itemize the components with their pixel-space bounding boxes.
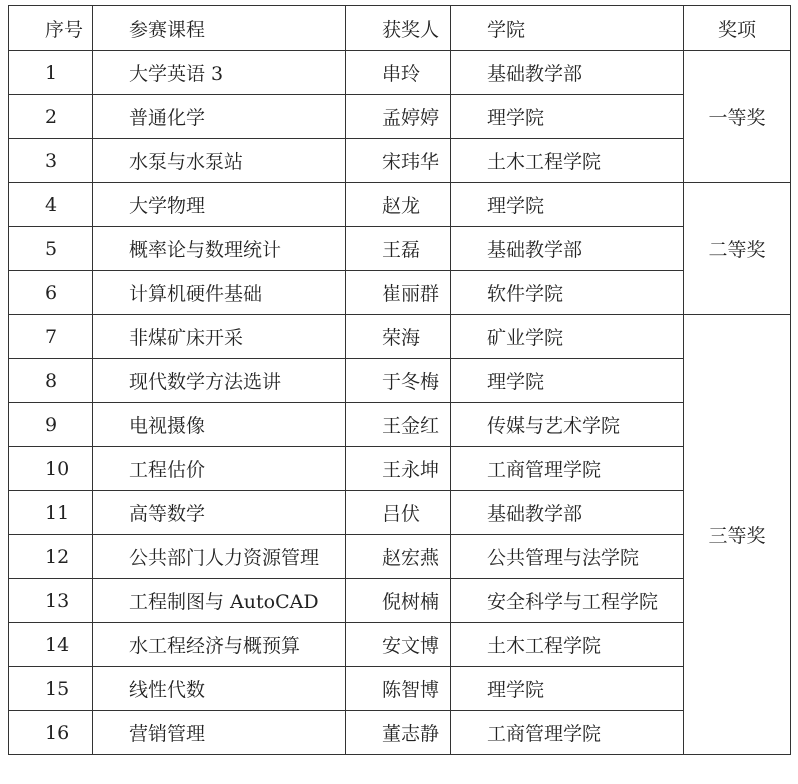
header-row	[9, 6, 791, 51]
cell-course: 概率论与数理统计	[93, 227, 346, 271]
cell-index: 11	[9, 491, 93, 535]
cell-course: 现代数学方法选讲	[93, 359, 346, 403]
table-row	[9, 95, 791, 139]
cell-winner: 崔丽群	[346, 271, 451, 315]
cell-winner: 吕伏	[346, 491, 451, 535]
header-course: 参赛课程	[93, 6, 346, 51]
cell-college: 理学院	[451, 667, 684, 711]
header-award: 奖项	[684, 6, 791, 51]
table-row	[9, 51, 791, 95]
cell-index: 14	[9, 623, 93, 667]
cell-index: 2	[9, 95, 93, 139]
cell-course: 普通化学	[93, 95, 346, 139]
table-row	[9, 183, 791, 227]
cell-winner: 王金红	[346, 403, 451, 447]
cell-winner: 宋玮华	[346, 139, 451, 183]
header-college: 学院	[451, 6, 684, 51]
cell-college: 土木工程学院	[451, 139, 684, 183]
cell-course: 大学物理	[93, 183, 346, 227]
cell-winner: 倪树楠	[346, 579, 451, 623]
cell-course: 水工程经济与概预算	[93, 623, 346, 667]
cell-winner: 陈智博	[346, 667, 451, 711]
header-winner: 获奖人	[346, 6, 451, 51]
table-row	[9, 711, 791, 755]
cell-winner: 荣海	[346, 315, 451, 359]
cell-index: 5	[9, 227, 93, 271]
cell-college: 基础教学部	[451, 227, 684, 271]
cell-college: 传媒与艺术学院	[451, 403, 684, 447]
cell-index: 10	[9, 447, 93, 491]
cell-award-second: 二等奖	[684, 183, 791, 315]
cell-course: 电视摄像	[93, 403, 346, 447]
cell-winner: 赵宏燕	[346, 535, 451, 579]
table-row	[9, 139, 791, 183]
cell-college: 基础教学部	[451, 491, 684, 535]
table-row	[9, 315, 791, 359]
cell-winner: 王永坤	[346, 447, 451, 491]
table-row	[9, 579, 791, 623]
cell-course: 营销管理	[93, 711, 346, 755]
table-row	[9, 403, 791, 447]
cell-course: 非煤矿床开采	[93, 315, 346, 359]
cell-college: 软件学院	[451, 271, 684, 315]
cell-course: 水泵与水泵站	[93, 139, 346, 183]
cell-college: 理学院	[451, 183, 684, 227]
cell-college: 工商管理学院	[451, 711, 684, 755]
header-index: 序号	[9, 6, 93, 51]
cell-college: 理学院	[451, 359, 684, 403]
cell-index: 7	[9, 315, 93, 359]
cell-index: 4	[9, 183, 93, 227]
table-row	[9, 491, 791, 535]
cell-winner: 串玲	[346, 51, 451, 95]
cell-index: 6	[9, 271, 93, 315]
cell-college: 理学院	[451, 95, 684, 139]
cell-index: 9	[9, 403, 93, 447]
table-row	[9, 447, 791, 491]
cell-college: 土木工程学院	[451, 623, 684, 667]
table-row	[9, 535, 791, 579]
table-row	[9, 667, 791, 711]
cell-course: 公共部门人力资源管理	[93, 535, 346, 579]
table-row	[9, 359, 791, 403]
awards-table	[8, 5, 791, 755]
cell-course: 计算机硬件基础	[93, 271, 346, 315]
cell-college: 工商管理学院	[451, 447, 684, 491]
cell-award-first: 一等奖	[684, 51, 791, 183]
cell-index: 15	[9, 667, 93, 711]
cell-college: 安全科学与工程学院	[451, 579, 684, 623]
cell-college: 公共管理与法学院	[451, 535, 684, 579]
cell-award-third: 三等奖	[684, 315, 791, 755]
cell-index: 16	[9, 711, 93, 755]
cell-index: 12	[9, 535, 93, 579]
cell-index: 13	[9, 579, 93, 623]
cell-winner: 安文博	[346, 623, 451, 667]
table-row	[9, 623, 791, 667]
cell-course: 线性代数	[93, 667, 346, 711]
cell-winner: 王磊	[346, 227, 451, 271]
table-row	[9, 227, 791, 271]
cell-index: 1	[9, 51, 93, 95]
table-row	[9, 271, 791, 315]
cell-index: 8	[9, 359, 93, 403]
cell-course: 大学英语 3	[93, 51, 346, 95]
cell-winner: 董志静	[346, 711, 451, 755]
cell-college: 基础教学部	[451, 51, 684, 95]
cell-index: 3	[9, 139, 93, 183]
cell-winner: 赵龙	[346, 183, 451, 227]
cell-winner: 孟婷婷	[346, 95, 451, 139]
cell-course: 工程估价	[93, 447, 346, 491]
cell-college: 矿业学院	[451, 315, 684, 359]
cell-winner: 于冬梅	[346, 359, 451, 403]
cell-course: 工程制图与 AutoCAD	[93, 579, 346, 623]
cell-course: 高等数学	[93, 491, 346, 535]
